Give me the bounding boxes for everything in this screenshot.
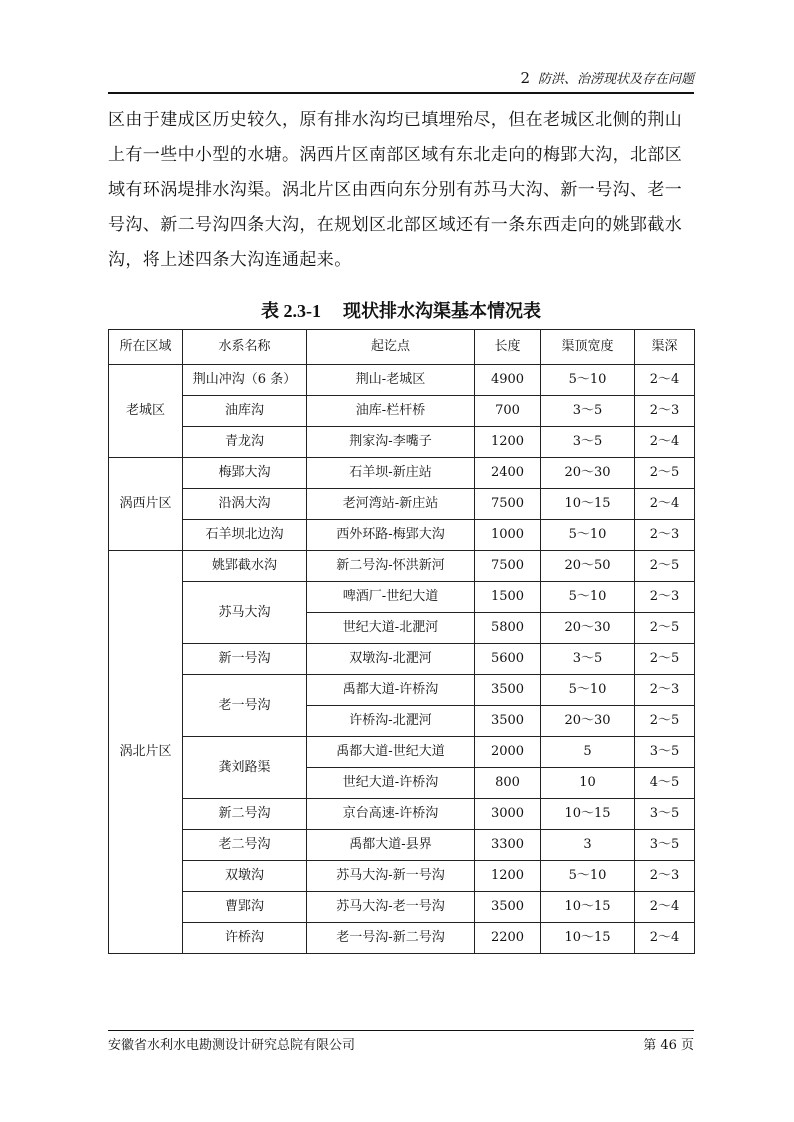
footer-rule (108, 1030, 694, 1031)
length-cell: 4900 (475, 365, 541, 396)
channel-name-cell: 老二号沟 (183, 830, 307, 861)
table-row (109, 923, 695, 954)
width-cell: 10～15 (541, 923, 635, 954)
width-cell: 10～15 (541, 892, 635, 923)
route-cell: 世纪大道-北淝河 (307, 613, 475, 644)
table-row (109, 582, 695, 613)
length-cell: 1500 (475, 582, 541, 613)
width-cell: 5～10 (541, 582, 635, 613)
channel-name-cell: 沿涡大沟 (183, 489, 307, 520)
channel-name-cell: 老一号沟 (183, 675, 307, 737)
route-cell: 老河湾站-新庄站 (307, 489, 475, 520)
route-cell: 京台高速-许桥沟 (307, 799, 475, 830)
length-cell: 1000 (475, 520, 541, 551)
depth-cell: 2～3 (635, 396, 695, 427)
depth-cell: 2～5 (635, 613, 695, 644)
depth-cell: 3～5 (635, 830, 695, 861)
width-cell: 10～15 (541, 799, 635, 830)
table-title: 现状排水沟渠基本情况表 (343, 301, 541, 322)
length-cell: 5800 (475, 613, 541, 644)
channel-name-cell: 姚郢截水沟 (183, 551, 307, 582)
channel-name-cell: 苏马大沟 (183, 582, 307, 644)
table-row (109, 830, 695, 861)
header-rule (108, 92, 694, 94)
header-region: 所在区域 (109, 330, 183, 365)
length-cell: 2200 (475, 923, 541, 954)
length-cell: 3000 (475, 799, 541, 830)
header-top-width: 渠顶宽度 (541, 330, 635, 365)
length-cell: 3500 (475, 706, 541, 737)
depth-cell: 2～4 (635, 923, 695, 954)
channel-name-cell: 梅郢大沟 (183, 458, 307, 489)
table-caption (108, 297, 694, 323)
depth-cell: 2～3 (635, 582, 695, 613)
channel-name-cell: 石羊坝北边沟 (183, 520, 307, 551)
depth-cell: 3～5 (635, 799, 695, 830)
table-row (109, 644, 695, 675)
channel-name-cell: 新二号沟 (183, 799, 307, 830)
drainage-channel-table (108, 329, 695, 954)
channel-name-cell: 荆山冲沟（6 条） (183, 365, 307, 396)
header-depth: 渠深 (635, 330, 695, 365)
table-row (109, 427, 695, 458)
table-header-row (109, 330, 695, 365)
length-cell: 5600 (475, 644, 541, 675)
width-cell: 10 (541, 768, 635, 799)
route-cell: 老一号沟-新二号沟 (307, 923, 475, 954)
length-cell: 800 (475, 768, 541, 799)
length-cell: 3500 (475, 892, 541, 923)
channel-name-cell: 曹郢沟 (183, 892, 307, 923)
route-cell: 禹都大道-许桥沟 (307, 675, 475, 706)
channel-name-cell: 双墩沟 (183, 861, 307, 892)
route-cell: 双墩沟-北淝河 (307, 644, 475, 675)
length-cell: 700 (475, 396, 541, 427)
depth-cell: 2～4 (635, 892, 695, 923)
length-cell: 3500 (475, 675, 541, 706)
length-cell: 1200 (475, 427, 541, 458)
body-paragraph: 区由于建成区历史较久，原有排水沟均已填埋殆尽，但在老城区北侧的荆山上有一些中小型的水塘。涡西片区南部区域有东北走向的梅郢大沟，北部区域有环涡堤排水沟渠。涡北片区由西向东分别有苏马大沟、新一号沟、老一号沟、新二号沟四条大沟，在规划区北部区域还有一条东西走向的姚郢截水沟，将上述四条大沟连通起来。 (108, 110, 683, 270)
chapter-title: 防洪、治涝现状及存在问题 (537, 72, 694, 87)
chapter-number: 2 (520, 69, 530, 87)
running-header (108, 68, 694, 87)
length-cell: 1200 (475, 861, 541, 892)
width-cell: 3 (541, 830, 635, 861)
width-cell: 5～10 (541, 675, 635, 706)
page-number: 第 46 页 (643, 1038, 694, 1053)
length-cell: 2400 (475, 458, 541, 489)
table-row (109, 551, 695, 582)
route-cell: 许桥沟-北淝河 (307, 706, 475, 737)
depth-cell: 4～5 (635, 768, 695, 799)
width-cell: 3～5 (541, 396, 635, 427)
length-cell: 3300 (475, 830, 541, 861)
length-cell: 2000 (475, 737, 541, 768)
table-row (109, 737, 695, 768)
table-number: 表 2.3-1 (261, 301, 321, 321)
header-length: 长度 (475, 330, 541, 365)
route-cell: 禹都大道-世纪大道 (307, 737, 475, 768)
depth-cell: 2～3 (635, 675, 695, 706)
width-cell: 5～10 (541, 861, 635, 892)
channel-name-cell: 青龙沟 (183, 427, 307, 458)
depth-cell: 2～5 (635, 706, 695, 737)
depth-cell: 2～4 (635, 427, 695, 458)
header-channel-name: 水系名称 (183, 330, 307, 365)
region-cell: 老城区 (109, 365, 183, 458)
route-cell: 啤酒厂-世纪大道 (307, 582, 475, 613)
route-cell: 新二号沟-怀洪新河 (307, 551, 475, 582)
table-body (109, 365, 695, 954)
route-cell: 荆家沟-李嘴子 (307, 427, 475, 458)
depth-cell: 2～5 (635, 644, 695, 675)
route-cell: 油库-栏杆桥 (307, 396, 475, 427)
footer-organization: 安徽省水利水电勘测设计研究总院有限公司 (108, 1038, 356, 1053)
route-cell: 苏马大沟-新一号沟 (307, 861, 475, 892)
table-row (109, 520, 695, 551)
region-cell: 涡西片区 (109, 458, 183, 551)
width-cell: 5 (541, 737, 635, 768)
length-cell: 7500 (475, 551, 541, 582)
channel-name-cell: 新一号沟 (183, 644, 307, 675)
route-cell: 世纪大道-许桥沟 (307, 768, 475, 799)
route-cell: 苏马大沟-老一号沟 (307, 892, 475, 923)
depth-cell: 2～5 (635, 458, 695, 489)
table-row (109, 458, 695, 489)
depth-cell: 2～4 (635, 365, 695, 396)
width-cell: 20～50 (541, 551, 635, 582)
depth-cell: 2～3 (635, 520, 695, 551)
width-cell: 20～30 (541, 706, 635, 737)
width-cell: 3～5 (541, 427, 635, 458)
width-cell: 3～5 (541, 644, 635, 675)
route-cell: 石羊坝-新庄站 (307, 458, 475, 489)
table-row (109, 799, 695, 830)
width-cell: 20～30 (541, 458, 635, 489)
channel-name-cell: 油库沟 (183, 396, 307, 427)
route-cell: 禹都大道-县界 (307, 830, 475, 861)
table-row (109, 675, 695, 706)
depth-cell: 2～3 (635, 861, 695, 892)
table-row (109, 892, 695, 923)
table-row (109, 489, 695, 520)
table-row (109, 861, 695, 892)
header-route: 起讫点 (307, 330, 475, 365)
length-cell: 7500 (475, 489, 541, 520)
depth-cell: 3～5 (635, 737, 695, 768)
route-cell: 荆山-老城区 (307, 365, 475, 396)
depth-cell: 2～5 (635, 551, 695, 582)
width-cell: 5～10 (541, 365, 635, 396)
width-cell: 20～30 (541, 613, 635, 644)
region-cell: 涡北片区 (109, 551, 183, 954)
depth-cell: 2～4 (635, 489, 695, 520)
table-row (109, 396, 695, 427)
channel-name-cell: 龚刘路渠 (183, 737, 307, 799)
width-cell: 5～10 (541, 520, 635, 551)
route-cell: 西外环路-梅郢大沟 (307, 520, 475, 551)
channel-name-cell: 许桥沟 (183, 923, 307, 954)
width-cell: 10～15 (541, 489, 635, 520)
table-row (109, 365, 695, 396)
